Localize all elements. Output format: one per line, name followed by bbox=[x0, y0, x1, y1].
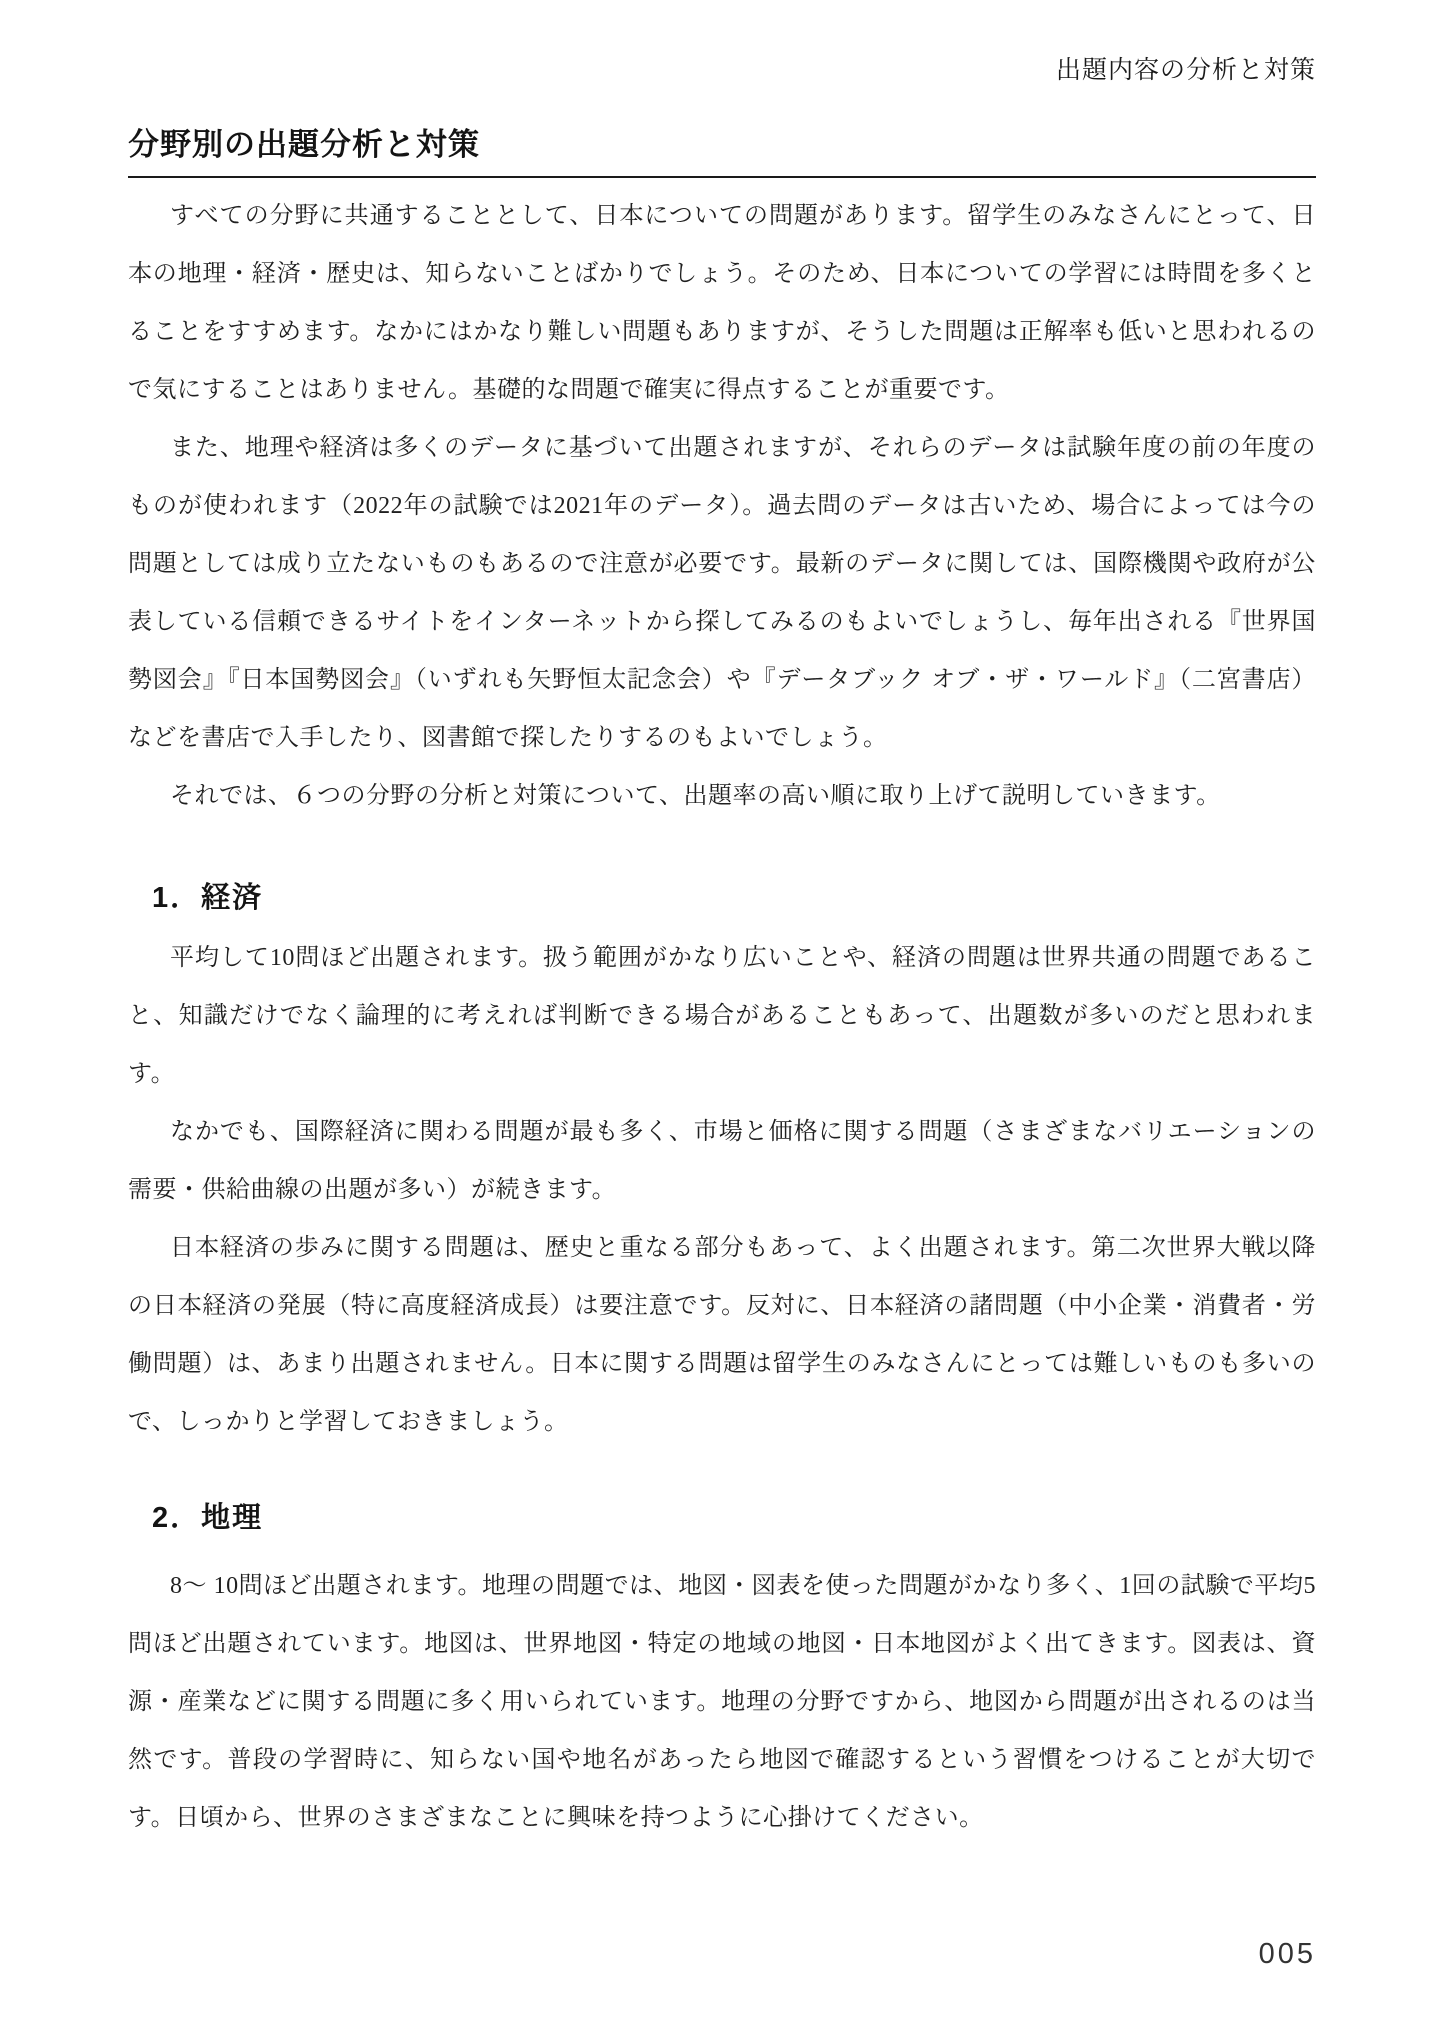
intro-block bbox=[128, 187, 1316, 825]
intro-paragraph: それでは、６つの分野の分析と対策について、出題率の高い順に取り上げて説明していきます。 bbox=[170, 783, 1221, 809]
body-paragraph: 平均して10問ほど出題されます。扱う範囲がかなり広いことや、経済の問題は世界共通の問題であること、知識だけでなく論理的に考えれば判断できる場合があることもあって、出題数が多いのだと思われます。 bbox=[128, 945, 1316, 1087]
running-head: 出題内容の分析と対策 bbox=[1055, 56, 1316, 84]
body-paragraph: 8～ 10問ほど出題されます。地理の問題では、地図・図表を使った問題がかなり多く、1回の試験で平均5問ほど出題されています。地図は、世界地図・特定の地域の地図・日本地図がよく出てきます。図表は、資源・産業などに関する問題に多く用いられています。地理の分野ですから、地図から問題が出されるのは当然です。普段の学習時に、知らない国や地名があったら地図で確認するという習慣をつけることが大切です。日頃から、世界のさまざまなことに興味を持つように心掛けてください。 bbox=[128, 1573, 1316, 1831]
title-rule bbox=[128, 176, 1316, 178]
body-paragraph: なかでも、国際経済に関わる問題が最も多く、市場と価格に関する問題（さまざまなバリエーションの需要・供給曲線の出題が多い）が続きます。 bbox=[128, 1119, 1316, 1203]
section-economy bbox=[128, 881, 1316, 1451]
intro-paragraph: すべての分野に共通することとして、日本についての問題があります。留学生のみなさんにとって、日本の地理・経済・歴史は、知らないことばかりでしょう。そのため、日本についての学習には時間を多くとることをすすめます。なかにはかなり難しい問題もありますが、そうした問題は正解率も低いと思われるので気にすることはありません。基礎的な問題で確実に得点することが重要です。 bbox=[128, 203, 1316, 403]
page-number: 005 bbox=[1258, 1938, 1316, 1970]
section-heading: 1．経済 bbox=[152, 882, 264, 914]
section-geography bbox=[128, 1501, 1316, 1847]
body-paragraph: 日本経済の歩みに関する問題は、歴史と重なる部分もあって、よく出題されます。第二次世界大戦以降の日本経済の発展（特に高度経済成長）は要注意です。反対に、日本経済の諸問題（中小企業・消費者・労働問題）は、あまり出題されません。日本に関する問題は留学生のみなさんにとっては難しいものも多いので、しっかりと学習しておきましょう。 bbox=[128, 1235, 1316, 1435]
page-title: 分野別の出題分析と対策 bbox=[128, 127, 480, 162]
intro-paragraph: また、地理や経済は多くのデータに基づいて出題されますが、それらのデータは試験年度の前の年度のものが使われます（2022年の試験では2021年のデータ）。過去問のデータは古いため、場合によっては今の問題としては成り立たないものもあるので注意が必要です。最新のデータに関しては、国際機関や政府が公表している信頼できるサイトをインターネットから探してみるのもよいでしょうし、毎年出される『世界国勢図会』『日本国勢図会』（いずれも矢野恒太記念会）や『データブック オブ・ザ・ワールド』（二宮書店）などを書店で入手したり、図書館で探したりするのもよいでしょう。 bbox=[128, 435, 1317, 751]
page-content bbox=[128, 0, 1316, 1847]
section-heading: 2．地理 bbox=[152, 1502, 264, 1534]
